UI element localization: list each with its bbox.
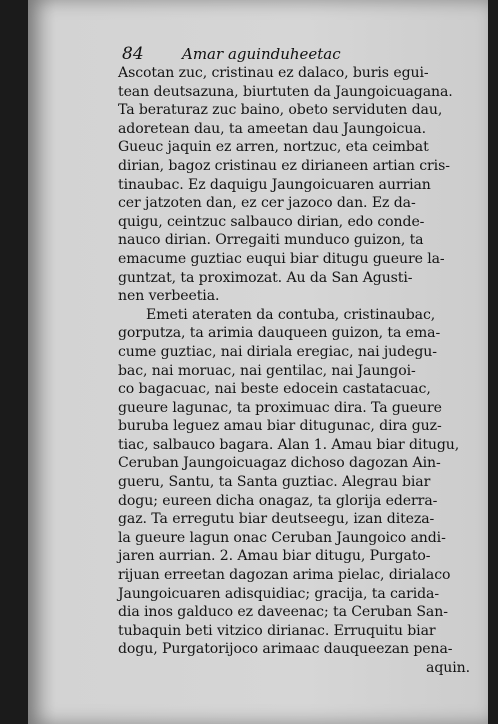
- text-line: Jaungoicuaren adisquidiac; gracija, ta carida-: [118, 585, 440, 602]
- text-line: emacume guztiac euqui biar ditugu gueure la-: [118, 250, 445, 267]
- text-line: guntzat, ta proximozat. Au da San Agusti-: [118, 269, 413, 286]
- text-line: Gueuc jaquin ez arren, nortzuc, eta ceimbat: [118, 139, 429, 156]
- text-line: jaren aurrian. 2. Amau biar ditugu, Purgato-: [118, 548, 431, 565]
- text-line: gueru, Santu, ta Santa guztiac. Alegrau biar: [118, 474, 431, 491]
- text-line: nen verbeetia.: [118, 288, 220, 305]
- text-line: Ta beraturaz zuc baino, obeto serviduten dau,: [118, 102, 443, 119]
- page-header: [122, 44, 428, 64]
- text-line: buruba leguez amau biar ditugunac, dira guz-: [118, 418, 442, 435]
- text-line: rijuan erreetan dagozan arima pielac, dirialaco: [118, 567, 451, 584]
- body-text: [118, 64, 470, 678]
- book-page: [28, 0, 488, 724]
- text-line: cer jatzoten dan, ez cer jazoco dan. Ez da-: [118, 195, 416, 212]
- text-line: Emeti ateraten da contuba, cristinaubac,: [146, 306, 436, 323]
- text-line: tiac, salbauco bagara. Alan 1. Amau biar ditugu,: [118, 436, 460, 453]
- catchword: aquin.: [426, 660, 470, 676]
- text-line: co bagacuac, nai beste edocein castatacuac,: [118, 381, 431, 398]
- text-line: Ceruban Jaungoicuagaz dichoso dagozan Ain-: [118, 455, 441, 472]
- text-line: adoretean dau, ta ameetan dau Jaungoicua.: [118, 120, 426, 137]
- text-line: dogu, Purgatorijoco arimaac dauqueezan pena-: [118, 641, 453, 658]
- running-title: Amar aguinduheetac: [182, 45, 341, 63]
- text-line: cume guztiac, nai diriala eregiac, nai judegu-: [118, 343, 437, 360]
- text-line: Ascotan zuc, cristinau ez dalaco, buris egui-: [118, 65, 429, 81]
- text-line: gueure lagunac, ta proximuac dira. Ta gueure: [118, 399, 442, 416]
- text-line: gaz. Ta erregutu biar deutseegu, izan diteza-: [118, 511, 435, 528]
- text-line: tean deutsazuna, biurtuten da Jaungoicuagana.: [118, 83, 453, 100]
- text-line: dogu; eureen dicha onagaz, ta glorija ederra-: [118, 492, 438, 509]
- text-line: bac, nai moruac, nai gentilac, nai Jaungoi-: [118, 362, 416, 379]
- text-line: tubaquin beti vitzico dirianac. Erruquitu biar: [118, 622, 436, 639]
- text-line: gorputza, ta arimia dauqueen guizon, ta ema-: [118, 325, 441, 342]
- text-line: nauco dirian. Orregaiti munduco guizon, ta: [118, 232, 424, 249]
- text-line: dirian, bagoz cristinau ez dirianeen artian cris-: [118, 157, 450, 174]
- text-line: tinaubac. Ez daquigu Jaungoicuaren aurrian: [118, 176, 431, 193]
- text-line: quigu, ceintzuc salbauco dirian, edo conde-: [118, 213, 425, 230]
- page-number: 84: [122, 44, 144, 64]
- text-line: dia inos galduco ez daveenac; ta Ceruban San-: [118, 604, 448, 621]
- text-line: la gueure lagun onac Ceruban Jaungoico andi-: [118, 529, 446, 546]
